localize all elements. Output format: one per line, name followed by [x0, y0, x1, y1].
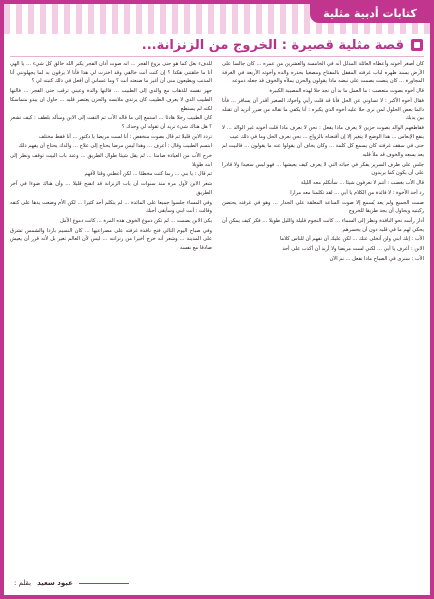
- author-line: [14, 576, 154, 590]
- author-divider: [79, 583, 129, 584]
- square-bullet-icon: [410, 38, 424, 52]
- paragraph: قال أخوه بصوت متعصب : ما العمل ما بد أن نجد حلا لهذه المصيبة الكبيرة: [269, 88, 424, 95]
- paragraph: الأب : إنك ابني ولن أتخلى عنك ... لكن عليك أن تفهم أن للناس كلاما: [279, 236, 424, 243]
- paragraph: شعر الابن لأول مرة منذ سنوات أن باب الزنزانة قد انفتح قليلا ... وأن هناك ضوءا في آخر الطريق: [10, 181, 212, 196]
- paragraph: فقال أخوه الأكبر : لا تساوني عن الحل فأنا قد قلت رأيي وأخوك الصغير أقدر أن يسافر ... فأنا دائما بعض الحلول لمن نرى حلا عليه أخوه الذي يكبره : أنا يكفي ما تقاله من ضرر أتريد أن تقتله بين يديك: [222, 97, 424, 122]
- paragraph: بكى الابن بصمت ... لم تكن دموع الخوف هذه المرة ... كانت دموع الأمل: [60, 217, 212, 224]
- paragraph: أدار رأسه نحو النافذة ونظر إلى السماء ... كانت النجوم قليلة والليل طويلا ... فكر كيف يمكن أن يحكي لهم ما في قلبه دون أن يخسرهم: [222, 217, 424, 233]
- text-column-left: [10, 60, 212, 580]
- paragraph: الابن : أعرف يا أبي ... لكني لست مريضا ولا أريد أن أكذب على أحد: [282, 246, 424, 253]
- paragraph: تردد الابن قليلا ثم قال بصوت منخفض : أنا لست مريضا يا دكتور ... أنا فقط مختلف: [38, 133, 212, 140]
- author-name: عبود سعيد: [37, 579, 73, 587]
- paragraph: كان أصغر أخوته وأعطاه العائلة المدلل أنه في الخامسة والعشرين من عمره ... كان جالسا على الأرض يسند ظهره لباب غرفته المقفل بالمفتاح ومصغيا بحذره والده وأخوته الأربعة في الغرفة المجاورة ... كان ينصت بصمت على نبضه ماذا يقولون والحزن يملأه والخوف قد جعله دموعه: [222, 61, 424, 85]
- article-columns: [10, 60, 424, 580]
- paragraph: رد أحد الأخوة : لا فائدة من الكلام يا أبي ... لقد تكلمنا معه مرارا: [290, 189, 424, 196]
- paragraph: وفي المساء جلسوا جميعا على المائدة ... لم يتكلم أحد كثيرا ... لكن الأم وضعت يدها على كتفه وقالت : أنت ابني وسأبقى أحبك: [10, 199, 212, 215]
- paragraph: ابتسم الطبيب وقال : أعرف ... وهذا ليس مرضا يحتاج إلى علاج ... والدك يحتاج أن يفهم ذلك: [18, 143, 212, 150]
- paragraph: حتى في سقف غرفته كان يسمع كل كلمة ... وكان يخاف أن يقولوا عنه ما يقولون ... فالبيت لم يعد يسعه والخوف قد ملأ قلبه: [222, 143, 424, 159]
- section-tag: كتابات أدبية مثلية: [310, 4, 430, 23]
- paragraph: جلس على طرف السرير يفكر في حياته التي لا يعرف كيف يعيشها ... فهو ليس سعيدا ولا قادرا على أن يكون كما يريدون: [222, 161, 424, 177]
- paragraph: للدفء بغل كما هو حتى بزوغ الفجر ... انه صوت آذان الفجر يكبر الله خالق كل شيء ... يا الهي أنا ما خلقتني هكذا ؟ إن كنت أنت خالقي وقد اخترت لي هذا فأنا لا يرقون به لما يجهلونني أنا المذنب ويطيعون منى أن أغير ما صنعته أنت ؟ وما عساني أن أفعل في ذلك كتبته لي ؟: [10, 61, 212, 85]
- paragraph: قال الأب بغضب : أنتم لا تعرفون شيئا ... سأتكلم معه الليلة: [300, 180, 424, 187]
- title-row: [10, 34, 424, 56]
- paragraph: فقاطعهم الوالد بصوت حزين لا يعرف ماذا يفعل : نحن لا نعرف ماذا قلت أخوته غير الوالد ... لا ينفع الإنعاس ... هذا الوضع لا يتغير إلا إن أقنعناه بالزواج ... نحن نعرف الحل وما في ذلك عيب: [222, 124, 424, 140]
- paragraph: ثم قال : يا بني ... ربما كنت مخطئا ... لكن أعطني وقتا لأفهم: [84, 171, 212, 178]
- author-label: بقلم :: [14, 579, 32, 587]
- paragraph: صمت الجميع ولم يعد يُسمع إلا صوت الساعة المعلقة على الجدار ... وهو في غرفته يحتضن ركبتيه ويحاول أن يجد طريقا للخروج: [222, 199, 424, 215]
- paragraph: الأب : سنرى في الصباح ماذا نفعل ... نم الآن: [329, 255, 424, 262]
- text-column-right: [222, 60, 424, 580]
- article-title: قصة مثلية قصيرة : الخروج من الزنزانة...: [141, 37, 404, 53]
- article-page: [4, 4, 430, 595]
- paragraph: جهز نفسه للذهاب مع والدي إلى الطبيب ... فالتها والدة وعيني ترقب حتى الفجر ... فالتها الطبيب الذي لا يعرف الطبيب كان يرتدي ملابسه والحزن يعتصر قلبه ... حاول ان يبدو متماسكا لكنه لم يستطع: [10, 88, 212, 112]
- paragraph: خرج الأب من العيادة صامتا ... لم يقل شيئا طوال الطريق ... وعند باب البيت توقف ونظر إلى ابنه طويلا: [10, 153, 212, 168]
- title-divider: [10, 56, 424, 57]
- paragraph: وفي صباح اليوم التالي فتح نافذة غرفته على مصراعيها ... كان النسيم باردا والشمس تشرق على المدينة ... وشعر أنه خرج أخيرا من زنزانته ... ليس لأن العالم تغير بل لأنه قرر أن يعيش صادقا مع نفسه: [10, 227, 212, 252]
- paragraph: كان الطبيب رجلا هادئا ... استمع إلى ما قاله الأب ثم التفت إلى الابن وسأله بلطف : كيف تشعر ؟ هل هناك شيء تريد أن تقوله لي وحدك ؟: [10, 115, 212, 130]
